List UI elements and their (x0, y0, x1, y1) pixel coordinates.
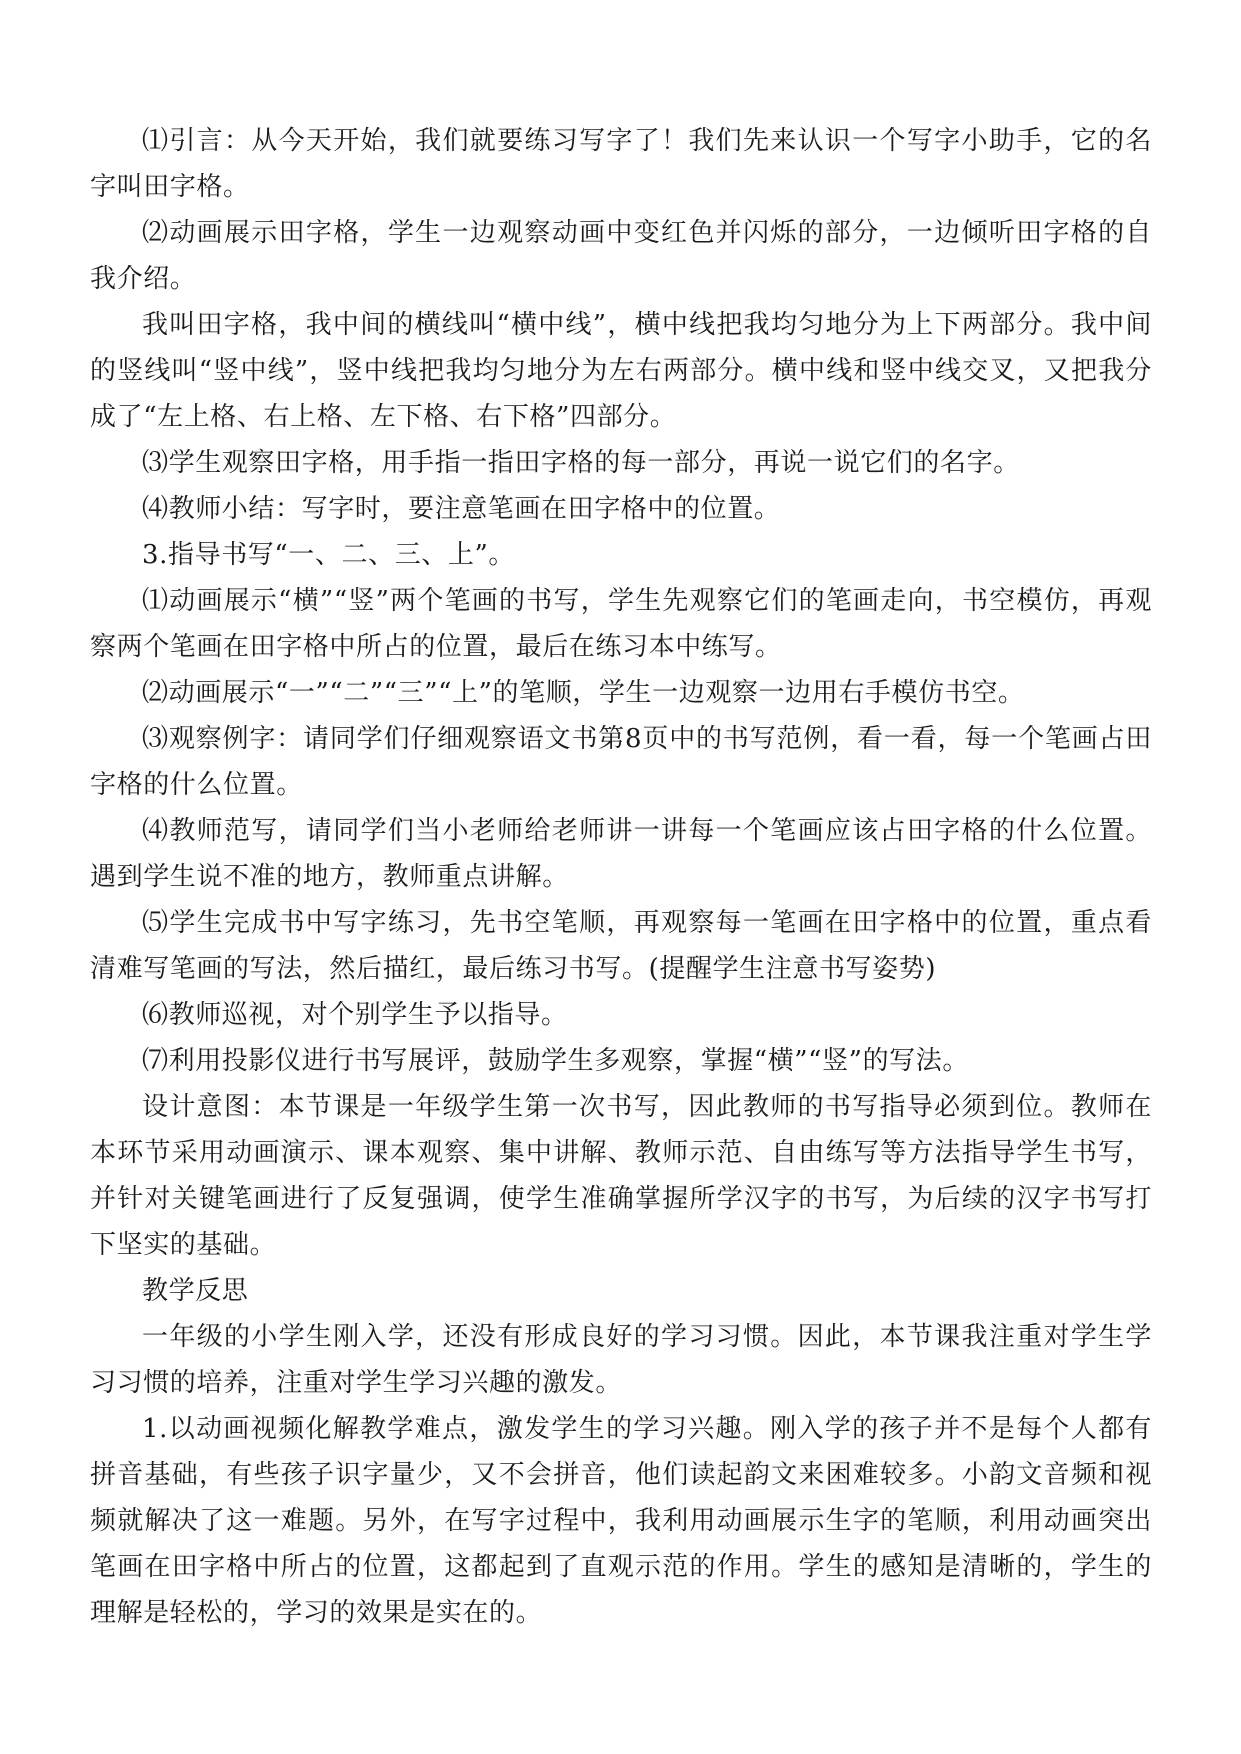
paragraph-projection-review: ⑺利用投影仪进行书写展评，鼓励学生多观察，掌握“横”“竖”的写法。 (142, 1046, 969, 1076)
paragraph-observe-example: ⑶观察例字：请同学们仔细观察语文书第8页中的书写范例，看一看，每一个笔画占田字格的什么位置。 (90, 724, 1152, 800)
paragraph-animation-grid: ⑵动画展示田字格，学生一边观察动画中变红色并闪烁的部分，一边倾听田字格的自我介绍。 (90, 218, 1152, 294)
paragraph-stroke-animation: ⑴动画展示“横”“竖”两个笔画的书写，学生先观察它们的笔画走向，书空模仿，再观察两个笔画在田字格中所占的位置，最后在练习本中练写。 (90, 586, 1152, 662)
paragraph-writing-practice: ⑸学生完成书中写字练习，先书空笔顺，再观察每一笔画在田字格中的位置，重点看清难写笔画的写法，然后描红，最后练习书写。(提醒学生注意书写姿势) (90, 908, 1152, 984)
section-heading-writing-guide: 3.指导书写“一、二、三、上”。 (142, 540, 515, 570)
document-body (90, 118, 1152, 1636)
paragraph-observe-grid: ⑶学生观察田字格，用手指一指田字格的每一部分，再说一说它们的名字。 (142, 448, 1020, 478)
paragraph-grid-self-intro: 我叫田字格，我中间的横线叫“横中线”，横中线把我均匀地分为上下两部分。我中间的竖线叫“竖中线”，竖中线把我均匀地分为左右两部分。横中线和竖中线交叉，又把我分成了“左上格、右上格、左下格、右下格”四部分。 (90, 310, 1152, 432)
paragraph-intro: ⑴引言：从今天开始，我们就要练习写字了！我们先来认识一个写字小助手，它的名字叫田字格。 (90, 126, 1152, 202)
paragraph-design-intent: 设计意图：本节课是一年级学生第一次书写，因此教师的书写指导必须到位。教师在本环节采用动画演示、课本观察、集中讲解、教师示范、自由练写等方法指导学生书写，并针对关键笔画进行了反复强调，使学生准确掌握所学汉字的书写，为后续的汉字书写打下坚实的基础。 (90, 1092, 1152, 1260)
paragraph-teacher-summary: ⑷教师小结：写字时，要注意笔画在田字格中的位置。 (142, 494, 781, 524)
paragraph-teacher-patrol: ⑹教师巡视，对个别学生予以指导。 (142, 1000, 568, 1030)
paragraph-teacher-demo: ⑷教师范写，请同学们当小老师给老师讲一讲每一个笔画应该占田字格的什么位置。遇到学生说不准的地方，教师重点讲解。 (90, 816, 1152, 892)
paragraph-reflection-intro: 一年级的小学生刚入学，还没有形成良好的学习习惯。因此，本节课我注重对学生学习习惯的培养，注重对学生学习兴趣的激发。 (90, 1322, 1152, 1398)
paragraph-stroke-order: ⑵动画展示“一”“二”“三”“上”的笔顺，学生一边观察一边用右手模仿书空。 (142, 678, 1025, 708)
paragraph-reflection-point-1: 1.以动画视频化解教学难点，激发学生的学习兴趣。刚入学的孩子并不是每个人都有拼音基础，有些孩子识字量少，又不会拼音，他们读起韵文来困难较多。小韵文音频和视频就解决了这一难题。另外，在写字过程中，我利用动画展示生字的笔顺，利用动画突出笔画在田字格中所占的位置，这都起到了直观示范的作用。学生的感知是清晰的，学生的理解是轻松的，学习的效果是实在的。 (90, 1414, 1152, 1628)
section-heading-reflection: 教学反思 (142, 1276, 249, 1306)
